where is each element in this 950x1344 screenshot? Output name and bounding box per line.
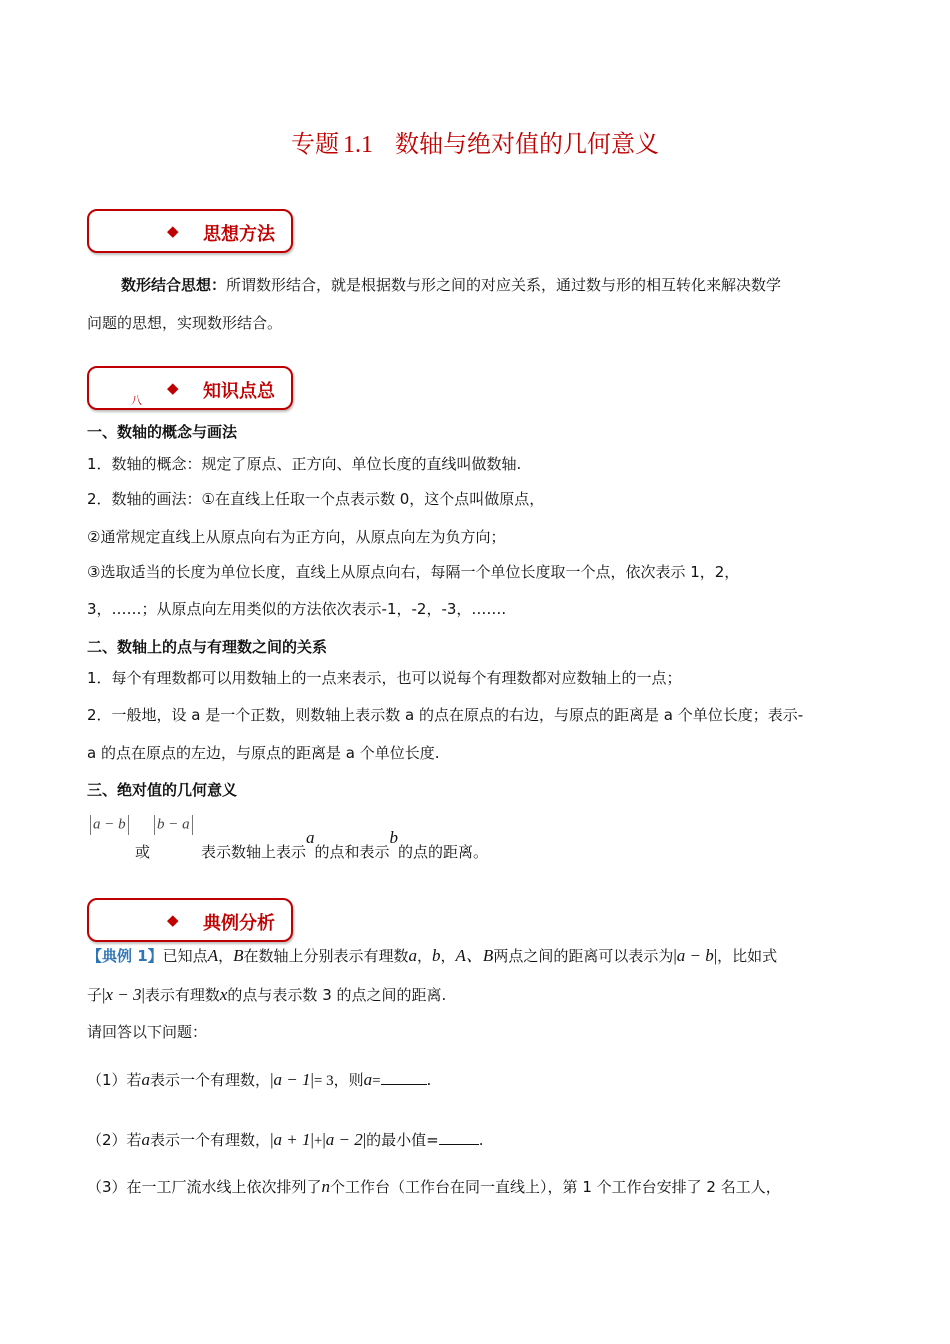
var-a: a [141,1130,151,1149]
ex-text: ， [440,947,456,965]
ex-text: 两点之间的距离可以表示为 [493,947,674,965]
example-prompt: 请回答以下问题： [87,1023,208,1041]
section-label-examples: 典例分析 [203,913,275,934]
method-paragraph-line-1 [121,275,901,295]
expr-a-minus-1: a − 1 [273,1070,311,1089]
expr-a-minus-2: a − 2 [325,1130,363,1149]
formula-a-minus-b-text: a − b [93,816,126,833]
ex-text: 已知点 [162,947,208,965]
diamond-icon: ◆ [167,911,179,929]
section-header-examples [87,898,293,942]
diamond-icon: ◆ [167,222,179,240]
var-AB: A、B [455,946,494,965]
section-header-method [87,209,293,253]
q-text: 个工作台（工作台在同一直线上），第 1 个工作台安排了 2 名工人， [330,1178,781,1196]
var-x: x [219,985,228,1004]
q-text: 的最小值= [366,1131,439,1149]
section-header-knowledge [87,366,293,410]
method-line-1: 所谓数形结合，就是根据数与形之间的对应关系，通过数与形的相互转化来解决数学 [226,276,782,294]
kp-line-5: 3，……；从原点向左用类似的方法依次表示-1，-2，-3，……. [87,600,507,618]
kp-line-6: 1．每个有理数都可以用数轴上的一点来表示，也可以说每个有理数都对应数轴上的一点； [87,669,682,687]
example-line-2: 子|x − 3|表示有理数x的点与表示数 3 的点之间的距离. [87,985,447,1004]
title-prefix: 专题 [291,130,339,158]
kp-heading-1: 一、数轴的概念与画法 [87,423,238,441]
var-n: n [321,1177,331,1196]
question-2: （2）若a表示一个有理数，|a + 1|+|a − 2|的最小值= . [87,1130,484,1149]
kp-line-7: 2．一般地，设 a 是一个正数，则数轴上表示数 a 的点在原点的右边，与原点的距离是 a 个单位长度；表示- [87,706,804,724]
diamond-icon: ◆ [167,379,179,397]
var-b: b [432,946,441,965]
var-a: a [408,946,417,965]
q-text: + [313,1133,323,1149]
question-1: （1）若a表示一个有理数，|a − 1|= 3，则a= . [87,1070,432,1089]
expr-a-minus-b: a − b [676,946,714,965]
title-text: 数轴与绝对值的几何意义 [395,130,659,158]
kp-line-3: ②通常规定直线上从原点向右为正方向，从原点向左为负方向； [87,528,506,546]
expr-a-plus-1: a + 1 [273,1130,311,1149]
ex-text: 子 [87,986,103,1004]
q-text: 表示一个有理数， [150,1131,271,1149]
ex-text: 的点与表示数 3 的点之间的距离. [227,986,447,1004]
answer-blank-1[interactable] [381,1070,427,1085]
expr-x-minus-3: x − 3 [105,985,142,1004]
var-a: a [363,1070,373,1089]
q-text: . [426,1071,432,1089]
q-text: （1）若 [87,1071,142,1089]
var-b: b [389,828,399,847]
ex-text: ， [417,947,433,965]
section-label-knowledge: 知识点总 [203,381,275,402]
title-number: 1.1 [343,132,373,158]
q-text: 表示一个有理数， [150,1071,271,1089]
kp-heading-2: 二、数轴上的点与有理数之间的关系 [87,638,328,656]
desc-part-1: 表示数轴上表示 [201,843,307,861]
formula-description [201,828,531,862]
section-label-method: 思想方法 [203,224,275,245]
method-paragraph-line-2: 问题的思想，实现数形结合。 [87,314,283,332]
q-text: . [478,1131,484,1149]
q-text: （3）在一工厂流水线上依次排列了 [87,1178,322,1196]
q-text: = [372,1073,381,1089]
example-line-1: 【典例 1】已知点A，B在数轴上分别表示有理数a，b，A、B两点之间的距离可以表示为|a − b|，比如式 [87,946,778,965]
q-text: （2）若 [87,1131,142,1149]
ex-text: ， [218,947,234,965]
question-3 [87,1177,867,1197]
formula-or: 或 [135,843,151,861]
formula-b-minus-a-text: b − a [157,816,190,833]
kp-line-1: 1．数轴的概念：规定了原点、正方向、单位长度的直线叫做数轴. [87,455,522,473]
var-B: B [233,946,244,965]
stray-glyph: 八 [131,394,142,407]
q-text: = 3，则 [313,1073,364,1089]
var-a: a [141,1070,151,1089]
var-A: A [207,946,219,965]
desc-part-2: 的点和表示 [314,843,390,861]
ex-text: 在数轴上分别表示有理数 [243,947,409,965]
kp-heading-3: 三、绝对值的几何意义 [87,781,238,799]
example-tag: 【典例 1】 [87,947,163,965]
kp-line-2: 2．数轴的画法：①在直线上任取一个点表示数 0，这个点叫做原点， [87,490,545,508]
formula-abs-a-minus-b [88,815,131,835]
method-lead: 数形结合思想： [121,276,227,294]
desc-part-3: 的点的距离。 [398,843,489,861]
page-title [0,124,950,159]
ex-text: 表示有理数 [144,986,220,1004]
kp-line-4: ③选取适当的长度为单位长度，直线上从原点向右，每隔一个单位长度取一个点，依次表示 1，2， [87,563,740,581]
ex-text: ，比如式 [717,947,778,965]
var-a: a [306,828,315,847]
kp-line-8: a 的点在原点的左边，与原点的距离是 a 个单位长度. [87,744,440,762]
answer-blank-2[interactable] [439,1130,479,1145]
formula-abs-b-minus-a [152,815,195,835]
